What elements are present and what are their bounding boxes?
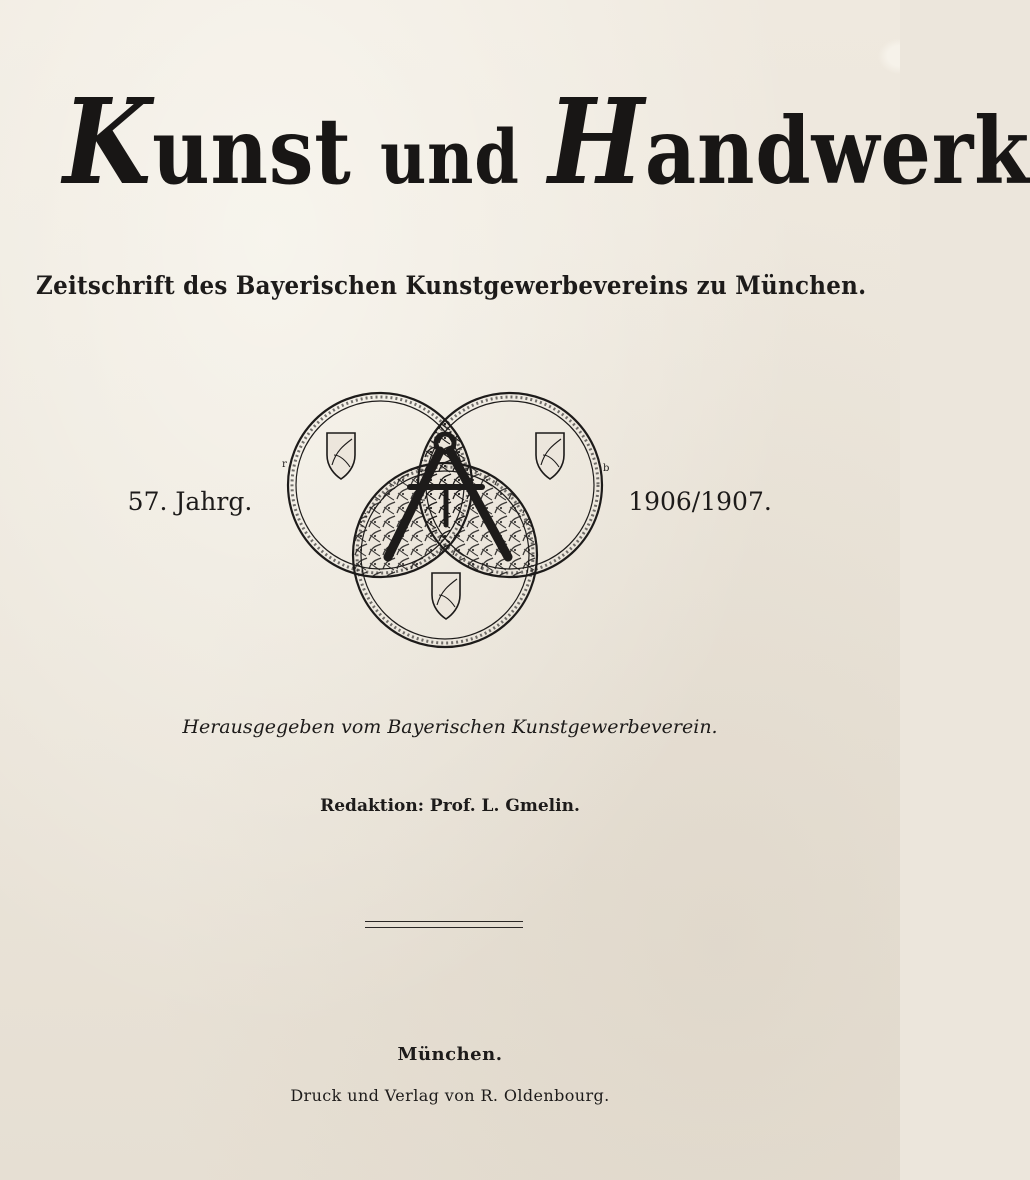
title-initial-k: K — [63, 72, 153, 211]
editor-credit: Redaktion: Prof. L. Gmelin. — [320, 796, 580, 816]
svg-text:r: r — [282, 459, 287, 470]
three-rings-compass-emblem-icon — [270, 375, 620, 655]
journal-subtitle: Zeitschrift des Bayerischen Kunstgewerbevereins zu München. — [36, 271, 867, 300]
double-rule-divider — [365, 921, 523, 928]
title-word-handwerk-rest: andwerk — [644, 97, 1030, 205]
page-corner-tear — [878, 38, 900, 74]
publisher-statement: Herausgegeben vom Bayerischen Kunstgewerbeverein. — [182, 716, 718, 738]
volume-number: 57. Jahrg. — [127, 487, 253, 516]
svg-text:b: b — [603, 463, 610, 474]
volume-years: 1906/1907. — [628, 487, 772, 516]
printer-imprint: Druck und Verlag von R. Oldenbourg. — [290, 1086, 610, 1105]
title-initial-h: H — [548, 72, 645, 211]
title-connector: und — [380, 115, 520, 201]
journal-title — [63, 72, 1030, 218]
title-word-kunst-rest: unst — [152, 97, 352, 205]
publication-city: München. — [397, 1044, 503, 1065]
